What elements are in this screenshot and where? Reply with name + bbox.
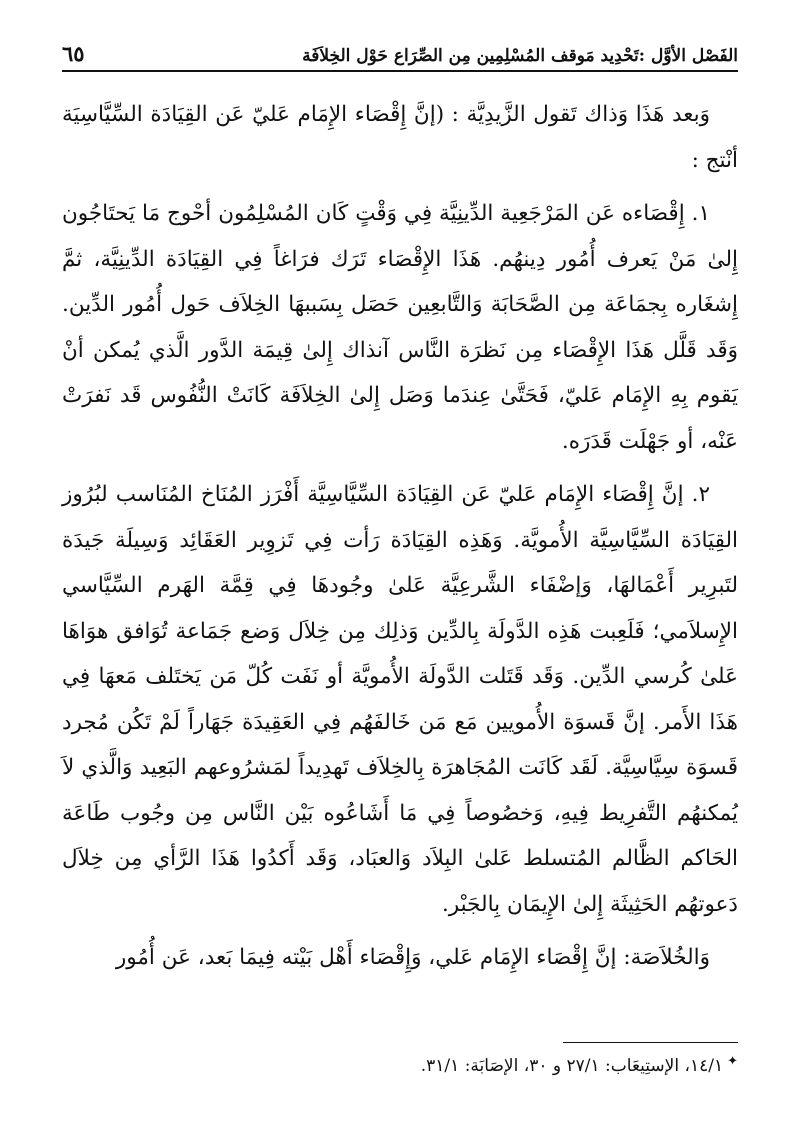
page-number: ٦٥ <box>62 41 85 66</box>
footnote-mark: ✦ <box>727 1054 738 1069</box>
paragraph-intro: وَبعد هَذَا وَذاك تَقول الزَّيدِيَّة : (إنَّ إِقْصَاء الإِمَام عَليّ عَن القِيَادَة السِّيَّاسِيَة أنْتج : <box>62 102 738 173</box>
page-header <box>62 30 738 72</box>
footnote-text: ١٤/١، الإستِيعَاب: ٢٧/١ و ٣٠، الإصَابَة: ٣١/١. <box>420 1056 724 1076</box>
running-title: الفَصْل الأوَّل :تَحْدِيد مَوقف المُسْلِمِين مِن الصِّرَاع حَوْل الخِلاَفَة <box>302 46 738 66</box>
body-text <box>62 92 738 989</box>
footnote <box>62 1052 738 1080</box>
footnote-divider <box>563 1042 738 1043</box>
paragraph-point-1: ١. إِقْصَاءه عَن المَرْجَعِية الدِّينِيَّة فِي وَقْتٍ كَان المُسْلِمُون أحْوج مَا يَحتَاجُون إِلىٰ مَنْ يَعرف أُمُور دِينهُم. هَذَا الإِقْصَاء تَرَك فرَاغاً فِي القِيَادَة الدِّينِيَّة، ثمَّ إِشغَاره بِجمَاعَة مِن الصَّحَابَة وَالتَّابعِين حَصَل بِسَببهَا الخِلاَف حَول أُمُور الدِّين. وَقَد قَلَّل هَذَا الإِقْصَاء مِن نَظرَة النَّاس آنذاك إِلىٰ قِيمَة الدَّور الَّذي يُمكن أنْ يَقوم بِهِ الإِمَام عَليّ، فَحَتَّىٰ عِندَما وَصَل إِلىٰ الخِلاَفَة كَانَتْ النُّفُوس قَد نَفرَتْ عَنْه، أو جَهْلَت قَدَرَه. <box>62 201 738 454</box>
paragraph-conclusion: وَالخُلاَصَة: إنَّ إِقْصَاء الإِمَام عَلي، وَإِقْصَاء أَهْل بَيْته فِيمَا بَعد، عَن أُمُور <box>115 945 710 970</box>
paragraph-point-2: ٢. إنَّ إِقْصَاء الإِمَام عَليّ عَن القِيَادَة السِّيَّاسِيَّة أَفْرَز المُنَاخ المُنَاسب لبُرُوز القِيَادَة السِّيَّاسِيَّة الأُمويَّة. وَهَذِه القِيَادَة رَأت فِي تَزوِير العَقَائِد وَسِيلَة جَيدَة لتَبرِير أَعْمَالهَا، وَإضْفَاء الشَّرعِيَّة عَلىٰ وجُودهَا فِي قِمَّة الهَرم السِّيَّاسي الإِسلاَمي؛ فَلَعِبت هَذِه الدَّولَة بِالدِّين وَذلِك مِن خِلاَل وَضع جَمَاعة تُوَافق هوَاهَا عَلىٰ كُرسي الدِّين. وَقَد قَتَلت الدَّولَة الأُمويَّة أو نَفَت كُلّ مَن يَختَلف مَعهَا فِي هَذَا الأَمر. إنَّ قَسوَة الأُمويين مَع مَن خَالفَهُم فِي العَقِيدَة جَهَاراً لَمْ تَكُن مُجرد قَسوَة سِيَّاسِيَّة. لَقَد كَانَت المُجَاهرَة بِالخِلاَف تَهدِيداً لمَشرُوعهم البَعِيد وَالَّذي لاَ يُمكنهُم التَّفرِيط فِيهِ، وَخصُوصاً فِي مَا أَشَاعُوه بَيْن النَّاس مِن وجُوب طَاعَة الحَاكم الظَّالم المُتسلط عَلىٰ البِلاَد وَالعبَاد، وَقَد أَكدُوا هَذَا الرَّأي مِن خِلاَل دَعوتهُم الحَثِيثَة إِلىٰ الإِيمَان بِالجَبْر. <box>62 482 738 917</box>
